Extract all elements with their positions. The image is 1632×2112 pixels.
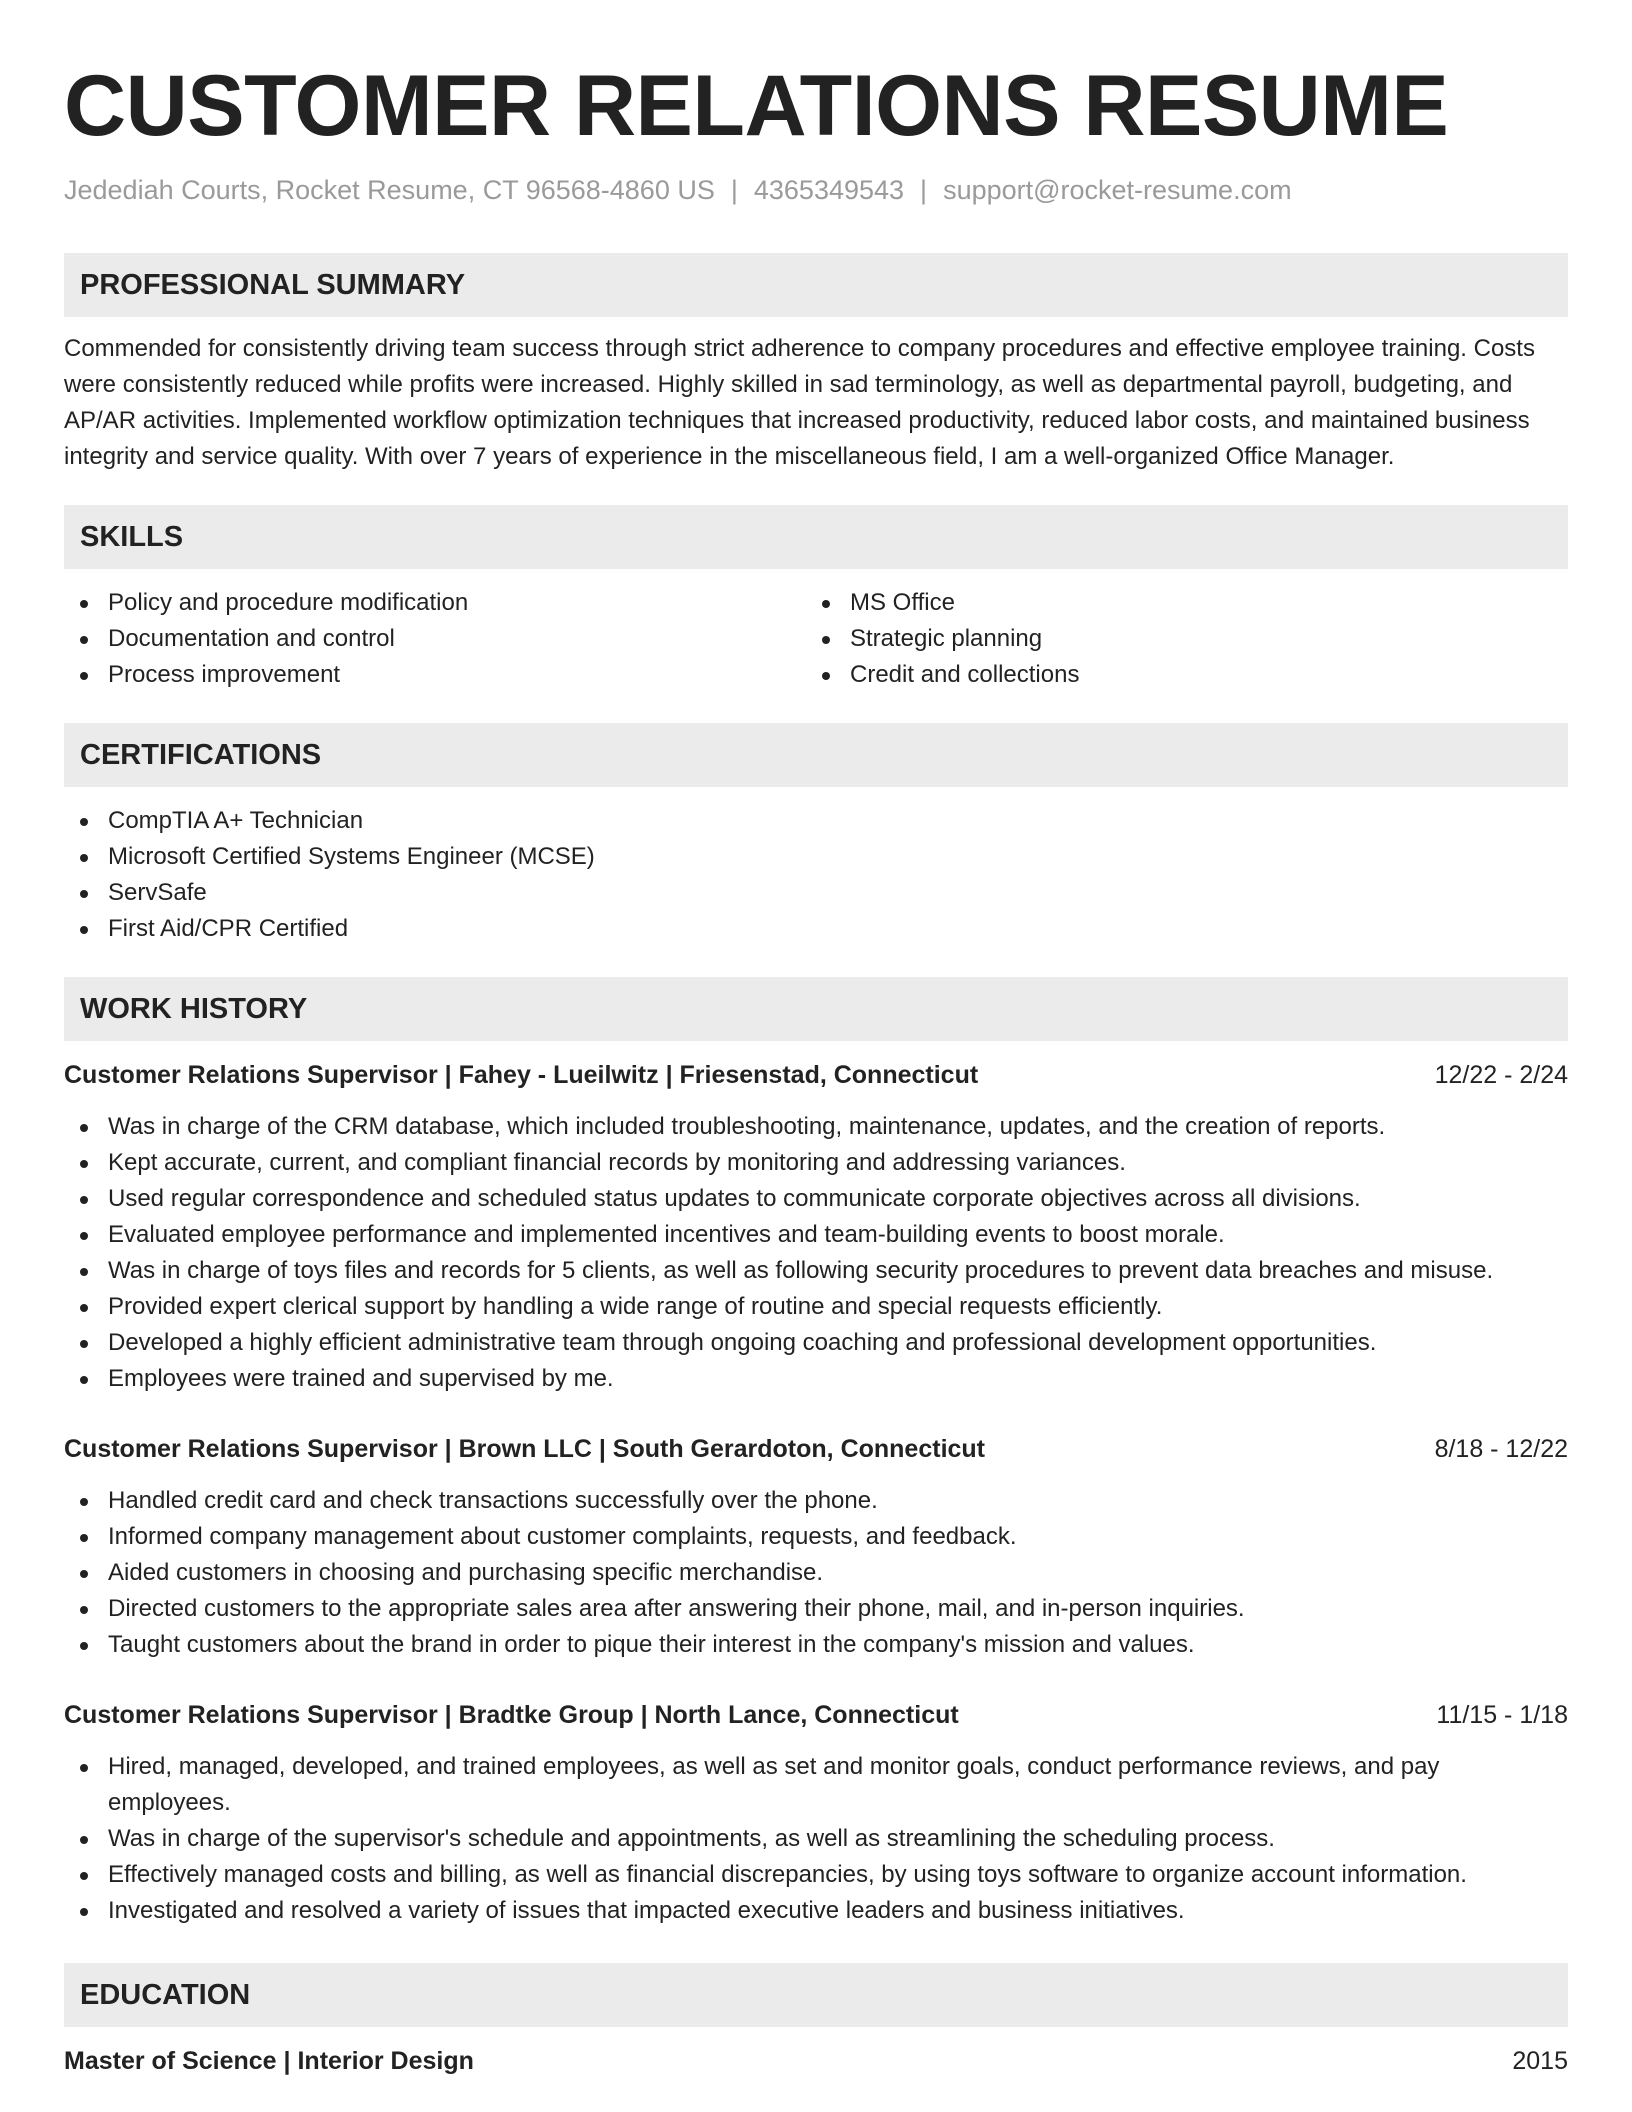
job-bullet: Handled credit card and check transactions successfully over the phone. (64, 1483, 1568, 1519)
job-bullet: Hired, managed, developed, and trained employees, as well as set and monitor goals, conduct performance reviews, and pay employees. (64, 1749, 1568, 1821)
job-bullet: Used regular correspondence and scheduled status updates to communicate corporate objectives across all divisions. (64, 1181, 1568, 1217)
certification-item: ServSafe (64, 875, 1568, 911)
job-bullet: Investigated and resolved a variety of issues that impacted executive leaders and business initiatives. (64, 1893, 1568, 1929)
job-bullet: Informed company management about customer complaints, requests, and feedback. (64, 1519, 1568, 1555)
skills-column-left (64, 585, 806, 693)
job-bullet: Was in charge of toys files and records for 5 clients, as well as following security procedures to prevent data breaches and misuse. (64, 1253, 1568, 1289)
contact-line (64, 172, 1568, 208)
job-title: Customer Relations Supervisor | Brown LLC | South Gerardoton, Connecticut (64, 1435, 986, 1463)
skill-item: Documentation and control (64, 621, 806, 657)
job-header (64, 1697, 1568, 1733)
skills-column-right (806, 585, 1548, 693)
skill-item: Credit and collections (806, 657, 1548, 693)
education-entry (64, 2043, 1568, 2079)
education-year: 2015 (1512, 2047, 1568, 2075)
job-dates: 12/22 - 2/24 (1434, 1061, 1568, 1089)
job-bullet: Effectively managed costs and billing, as well as financial discrepancies, by using toys software to organize account information. (64, 1857, 1568, 1893)
job-header (64, 1057, 1568, 1093)
job-entry (64, 1057, 1568, 1397)
skill-item: Policy and procedure modification (64, 585, 806, 621)
certifications-list (64, 803, 1568, 947)
contact-phone: 4365349543 (753, 175, 905, 205)
work-history-heading: WORK HISTORY (64, 977, 1568, 1041)
job-entry (64, 1697, 1568, 1929)
job-dates: 8/18 - 12/22 (1434, 1435, 1568, 1463)
certification-item: CompTIA A+ Technician (64, 803, 1568, 839)
education-heading: EDUCATION (64, 1963, 1568, 2027)
job-bullet: Provided expert clerical support by handling a wide range of routine and special requests efficiently. (64, 1289, 1568, 1325)
education-degree: Master of Science | Interior Design (64, 2047, 474, 2075)
certifications-heading: CERTIFICATIONS (64, 723, 1568, 787)
job-bullet: Taught customers about the brand in order to pique their interest in the company's mission and values. (64, 1627, 1568, 1663)
job-title: Customer Relations Supervisor | Bradtke Group | North Lance, Connecticut (64, 1701, 959, 1729)
skill-item: Strategic planning (806, 621, 1548, 657)
contact-address: Jedediah Courts, Rocket Resume, CT 96568-4860 US (64, 175, 715, 205)
contact-email[interactable]: support@rocket-resume.com (943, 175, 1292, 205)
job-bullet: Was in charge of the CRM database, which included troubleshooting, maintenance, updates, and the creation of reports. (64, 1109, 1568, 1145)
job-bullet: Developed a highly efficient administrative team through ongoing coaching and professional development opportunities. (64, 1325, 1568, 1361)
job-title: Customer Relations Supervisor | Fahey - Lueilwitz | Friesenstad, Connecticut (64, 1061, 979, 1089)
job-bullets (64, 1109, 1568, 1397)
contact-separator: | (920, 175, 928, 205)
resume-title: CUSTOMER RELATIONS RESUME (64, 58, 1449, 154)
job-bullet: Directed customers to the appropriate sales area after answering their phone, mail, and in-person inquiries. (64, 1591, 1568, 1627)
resume-page (64, 0, 1568, 2079)
summary-text: Commended for consistently driving team success through strict adherence to company procedures and effective employee training. Costs were consistently reduced while profits were increased. Highly skilled in sad terminology, as well as departmental payroll, budgeting, and AP/AR activities. Implemented workflow optimization techniques that increased productivity, reduced labor costs, and maintained business integrity and service quality. With over 7 years of experience in the miscellaneous field, I am a well-organized Office Manager. (64, 335, 1535, 470)
job-bullets (64, 1749, 1568, 1929)
job-header (64, 1431, 1568, 1467)
certification-item: First Aid/CPR Certified (64, 911, 1568, 947)
job-bullet: Employees were trained and supervised by me. (64, 1361, 1568, 1397)
job-dates: 11/15 - 1/18 (1436, 1701, 1568, 1729)
skills-list (64, 585, 1568, 693)
job-bullet: Was in charge of the supervisor's schedule and appointments, as well as streamlining the scheduling process. (64, 1821, 1568, 1857)
skill-item: Process improvement (64, 657, 806, 693)
skills-heading: SKILLS (64, 505, 1568, 569)
certification-item: Microsoft Certified Systems Engineer (MCSE) (64, 839, 1568, 875)
summary-heading: PROFESSIONAL SUMMARY (64, 253, 1568, 317)
job-bullet: Kept accurate, current, and compliant financial records by monitoring and addressing variances. (64, 1145, 1568, 1181)
job-bullets (64, 1483, 1568, 1663)
contact-separator: | (730, 175, 738, 205)
job-bullet: Evaluated employee performance and implemented incentives and team-building events to boost morale. (64, 1217, 1568, 1253)
job-entry (64, 1431, 1568, 1663)
skill-item: MS Office (806, 585, 1548, 621)
job-bullet: Aided customers in choosing and purchasing specific merchandise. (64, 1555, 1568, 1591)
